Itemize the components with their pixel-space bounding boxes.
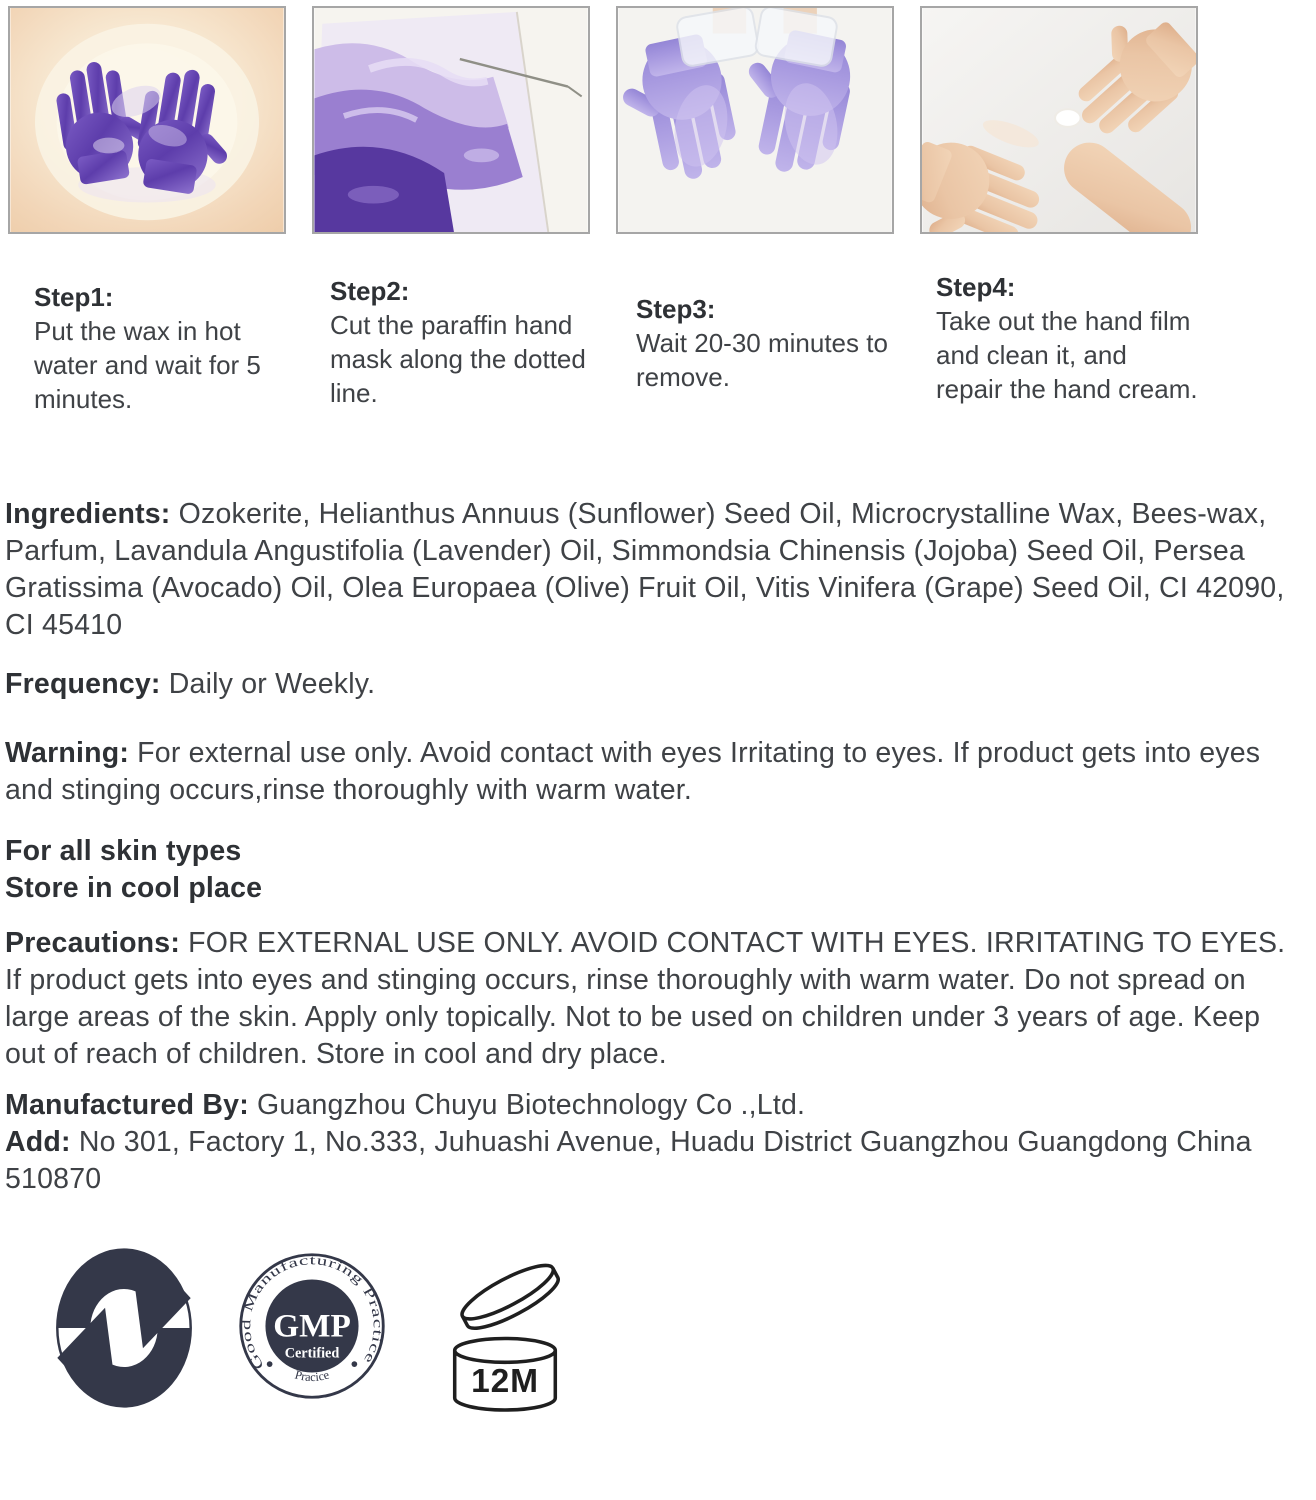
- step2-caption: [312, 274, 590, 416]
- gmp-right-dot: [352, 1361, 358, 1367]
- storage-line: Store in cool place: [5, 872, 263, 904]
- manufacturer-paragraph: [5, 1087, 1306, 1124]
- precautions-paragraph: [5, 925, 1306, 1073]
- frequency-paragraph: [5, 666, 1306, 703]
- step1-title: Step1:: [34, 282, 114, 312]
- step4-text: Take out the hand film and clean it, and repair the hand cream.: [936, 306, 1198, 404]
- skin-type-line: For all skin types: [5, 835, 242, 867]
- period-after-opening-text: 12M: [471, 1362, 539, 1400]
- step3-title: Step3:: [636, 294, 716, 324]
- step3-text: Wait 20-30 minutes to remove.: [636, 328, 888, 392]
- wax-in-bowl-illustration: [10, 8, 284, 232]
- precautions-text: FOR EXTERNAL USE ONLY. AVOID CONTACT WITH EYES. IRRITATING TO EYES. If product gets into eyes and stinging occurs, rinse thoroughly with warm water. Do not spread on large areas of the skin. Apply only topically. Not to be used on children under 3 years of age. Keep out of reach of children. Store in cool and dry place.: [5, 927, 1286, 1070]
- ingredients-label: Ingredients:: [5, 498, 171, 530]
- step2-title: Step2:: [330, 276, 410, 306]
- frequency-text: Daily or Weekly.: [168, 668, 376, 700]
- step-photo-strip: [8, 6, 1316, 234]
- step4-photo-applying-hand-cream: [920, 6, 1198, 234]
- green-dot-icon: [54, 1246, 194, 1410]
- jar-lid: [456, 1256, 564, 1337]
- paraffin-block-illustration: [314, 8, 588, 232]
- manufacturer-label: Manufactured By:: [5, 1089, 249, 1121]
- step1-text: Put the wax in hot water and wait for 5 minutes.: [34, 316, 261, 414]
- address-paragraph: [5, 1124, 1306, 1198]
- gmp-left-dot: [267, 1361, 273, 1367]
- step3-caption: [616, 292, 894, 416]
- gmp-certified-seal-icon: [236, 1246, 388, 1406]
- step4-caption: [920, 270, 1198, 416]
- gmp-center-text: GMP: [273, 1307, 351, 1345]
- cream-dollop: [1055, 109, 1081, 127]
- step4-title: Step4:: [936, 272, 1016, 302]
- ingredients-text: Ozokerite, Helianthus Annuus (Sunflower) Seed Oil, Microcrystalline Wax, Bees-wax, Parfum, Lavandula Angustifolia (Lavender) Oil, Simmondsia Chinensis (Jojoba) Seed Oil, Persea Gratissima (Avocado) Oil, Olea Europaea (Olive) Fruit Oil, Vitis Vinifera (Grape) Seed Oil, CI 42090, CI 45410: [5, 498, 1285, 641]
- step2-photo-paraffin-block-cut: [312, 6, 590, 234]
- paraffin-gloves-illustration: [618, 8, 892, 232]
- warning-text: For external use only. Avoid contact with eyes Irritating to eyes. If product gets into eyes and stinging occurs,rinse thoroughly with warm water.: [5, 737, 1261, 806]
- label-text-sections: [5, 496, 1306, 1198]
- frequency-label: Frequency:: [5, 668, 161, 700]
- step1-caption: [8, 280, 286, 416]
- address-label: Add:: [5, 1126, 71, 1158]
- address-text: No 301, Factory 1, No.333, Juhuashi Avenue, Huadu District Guangzhou Guangdong China 510870: [5, 1126, 1252, 1195]
- step1-photo-wax-melting-in-bowl: [8, 6, 286, 234]
- step3-photo-gloves-worn: [616, 6, 894, 234]
- gmp-bottom-text: Pracice: [293, 1367, 331, 1385]
- hand-cream-illustration: [922, 8, 1196, 232]
- gmp-ring-text: Good Manufacturing Practice: [238, 1252, 386, 1373]
- step2-text: Cut the paraffin hand mask along the dotted line.: [330, 310, 586, 408]
- manufacturer-text: Guangzhou Chuyu Biotechnology Co .,Ltd.: [257, 1089, 806, 1121]
- step-captions: [8, 268, 1316, 416]
- ingredients-paragraph: [5, 496, 1306, 644]
- gmp-certified-text: Certified: [284, 1345, 340, 1362]
- warning-label: Warning:: [5, 737, 130, 769]
- warning-paragraph: [5, 735, 1306, 809]
- precautions-label: Precautions:: [5, 927, 181, 959]
- certification-badges: [54, 1246, 1316, 1416]
- period-after-opening-icon: [430, 1246, 580, 1416]
